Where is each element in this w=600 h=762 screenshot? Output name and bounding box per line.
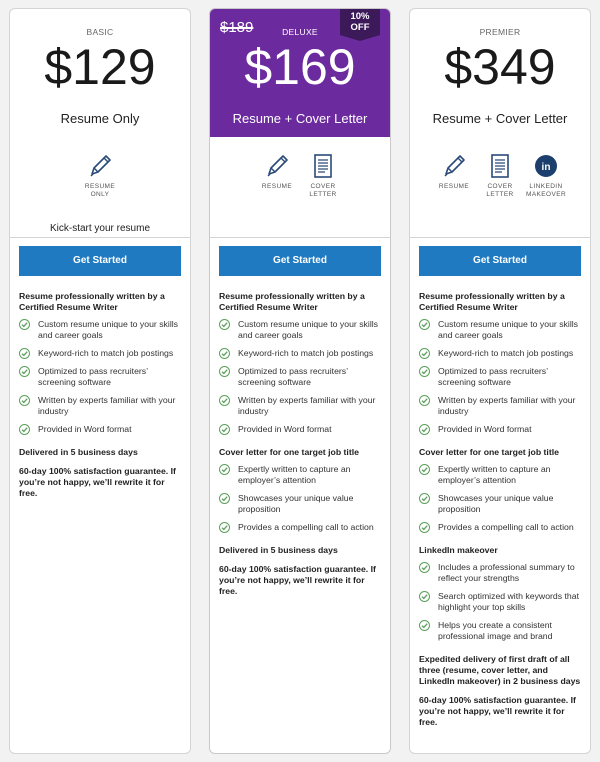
delivery-note: Expedited delivery of first draft of all three (resume, cover letter, and LinkedIn makeover) in 2 business days bbox=[419, 654, 581, 686]
discount-badge: 10% OFF bbox=[340, 9, 380, 35]
feature-item bbox=[419, 319, 584, 341]
check-icon bbox=[419, 493, 430, 504]
feature-item bbox=[19, 366, 184, 388]
package-title: Resume Only bbox=[60, 111, 140, 126]
check-icon bbox=[419, 464, 430, 475]
price: $169 bbox=[244, 39, 356, 95]
tier-name: BASIC bbox=[86, 27, 114, 37]
check-icon bbox=[419, 591, 430, 602]
guarantee-note: 60-day 100% satisfaction guarantee. If you’re not happy, we’ll rewrite it for free. bbox=[219, 564, 376, 596]
icon-label: COVER LETTER bbox=[486, 183, 514, 198]
feature-item bbox=[219, 464, 384, 486]
feature-text: Custom resume unique to your skills and career goals bbox=[438, 319, 579, 340]
check-icon bbox=[419, 348, 430, 359]
divider bbox=[410, 237, 590, 238]
feature-item bbox=[219, 395, 384, 417]
guarantee-note: 60-day 100% satisfaction guarantee. If you’re not happy, we’ll rewrite it for free. bbox=[419, 695, 576, 727]
check-icon bbox=[19, 424, 30, 435]
section-title: Cover letter for one target job title bbox=[219, 447, 359, 457]
section-title: Resume professionally written by a Certified Resume Writer bbox=[19, 291, 165, 312]
included-item bbox=[80, 153, 120, 209]
tagline: Kick-start your resume bbox=[49, 223, 151, 234]
check-icon bbox=[219, 464, 230, 475]
feature-text: Showcases your unique value proposition bbox=[238, 493, 354, 514]
feature-item bbox=[419, 366, 584, 388]
feature-text: Expertly written to capture an employer’s attention bbox=[238, 464, 351, 485]
section-title: LinkedIn makeover bbox=[419, 545, 498, 555]
package-title: Resume + Cover Letter bbox=[432, 111, 568, 126]
feature-item bbox=[219, 348, 384, 359]
feature-item bbox=[219, 522, 384, 533]
included-item bbox=[434, 153, 474, 209]
feature-text: Showcases your unique value proposition bbox=[438, 493, 554, 514]
feature-text: Written by experts familiar with your industry bbox=[238, 395, 376, 416]
tier-name: DELUXE bbox=[282, 27, 318, 37]
check-icon bbox=[219, 424, 230, 435]
feature-text: Keyword-rich to match job postings bbox=[238, 348, 374, 358]
check-icon bbox=[19, 395, 30, 406]
svg-text:in: in bbox=[541, 162, 551, 173]
document-icon bbox=[480, 153, 520, 179]
original-price: $189 bbox=[220, 19, 254, 36]
included-item bbox=[257, 153, 297, 209]
check-icon bbox=[219, 366, 230, 377]
check-icon bbox=[419, 395, 430, 406]
get-started-button[interactable]: Get Started bbox=[219, 246, 381, 276]
feature-item bbox=[19, 348, 184, 359]
check-icon bbox=[219, 522, 230, 533]
included-item bbox=[303, 153, 343, 209]
feature-items bbox=[219, 319, 384, 435]
feature-text: Provides a compelling call to action bbox=[238, 522, 374, 532]
delivery-note: Delivered in 5 business days bbox=[19, 447, 138, 457]
feature-text: Provided in Word format bbox=[238, 424, 332, 434]
check-icon bbox=[419, 366, 430, 377]
check-icon bbox=[419, 562, 430, 573]
feature-items bbox=[419, 319, 584, 435]
feature-list bbox=[419, 291, 584, 736]
card-header bbox=[210, 9, 390, 137]
feature-item bbox=[219, 366, 384, 388]
check-icon bbox=[419, 620, 430, 631]
feature-text: Custom resume unique to your skills and career goals bbox=[238, 319, 379, 340]
icon-label: RESUME ONLY bbox=[84, 183, 116, 198]
feature-item bbox=[219, 424, 384, 435]
linkedin-icon bbox=[526, 153, 566, 179]
feature-text: Search optimized with keywords that highlight your top skills bbox=[438, 591, 579, 612]
price: $349 bbox=[444, 39, 556, 95]
document-icon bbox=[303, 153, 343, 179]
included-icons bbox=[210, 153, 390, 209]
icon-label: RESUME bbox=[438, 183, 470, 190]
tier-name: PREMIER bbox=[479, 27, 521, 37]
feature-list bbox=[219, 291, 384, 605]
feature-text: Includes a professional summary to reflect your strengths bbox=[438, 562, 575, 583]
included-icons bbox=[410, 153, 590, 209]
icon-label: RESUME bbox=[261, 183, 293, 190]
check-icon bbox=[219, 348, 230, 359]
pricing-card-basic bbox=[9, 8, 191, 754]
guarantee-note: 60-day 100% satisfaction guarantee. If you’re not happy, we’ll rewrite it for free. bbox=[19, 466, 176, 498]
feature-text: Keyword-rich to match job postings bbox=[38, 348, 174, 358]
feature-item bbox=[419, 562, 584, 584]
price: $129 bbox=[44, 39, 156, 95]
feature-item bbox=[219, 493, 384, 515]
feature-item bbox=[219, 319, 384, 341]
check-icon bbox=[219, 395, 230, 406]
pricing-card-premier bbox=[409, 8, 591, 754]
feature-item bbox=[419, 348, 584, 359]
pen-icon bbox=[80, 153, 120, 179]
feature-items bbox=[419, 562, 584, 642]
feature-items bbox=[419, 464, 584, 533]
feature-text: Provided in Word format bbox=[438, 424, 532, 434]
pricing-card-deluxe bbox=[209, 8, 391, 754]
feature-text: Written by experts familiar with your industry bbox=[38, 395, 176, 416]
feature-text: Keyword-rich to match job postings bbox=[438, 348, 574, 358]
get-started-button[interactable]: Get Started bbox=[419, 246, 581, 276]
feature-text: Optimized to pass recruiters’ screening software bbox=[238, 366, 348, 387]
feature-item bbox=[419, 522, 584, 533]
divider bbox=[10, 237, 190, 238]
feature-text: Custom resume unique to your skills and career goals bbox=[38, 319, 179, 340]
feature-text: Provided in Word format bbox=[38, 424, 132, 434]
feature-item bbox=[419, 620, 584, 642]
feature-item bbox=[419, 395, 584, 417]
section-title: Resume professionally written by a Certified Resume Writer bbox=[219, 291, 365, 312]
feature-item bbox=[19, 424, 184, 435]
divider bbox=[210, 237, 390, 238]
feature-items bbox=[19, 319, 184, 435]
section-title: Cover letter for one target job title bbox=[419, 447, 559, 457]
feature-item bbox=[19, 319, 184, 341]
included-item bbox=[480, 153, 520, 209]
check-icon bbox=[219, 319, 230, 330]
get-started-button[interactable]: Get Started bbox=[19, 246, 181, 276]
pen-icon bbox=[257, 153, 297, 179]
feature-item bbox=[419, 464, 584, 486]
check-icon bbox=[419, 522, 430, 533]
feature-item bbox=[419, 591, 584, 613]
feature-text: Optimized to pass recruiters’ screening software bbox=[38, 366, 148, 387]
check-icon bbox=[419, 319, 430, 330]
feature-item bbox=[19, 395, 184, 417]
feature-text: Written by experts familiar with your industry bbox=[438, 395, 576, 416]
included-item bbox=[526, 153, 566, 209]
feature-text: Expertly written to capture an employer’s attention bbox=[438, 464, 551, 485]
card-header bbox=[10, 9, 190, 137]
check-icon bbox=[219, 493, 230, 504]
feature-item bbox=[419, 493, 584, 515]
feature-items bbox=[219, 464, 384, 533]
section-title: Resume professionally written by a Certified Resume Writer bbox=[419, 291, 565, 312]
package-title: Resume + Cover Letter bbox=[232, 111, 368, 126]
card-header bbox=[410, 9, 590, 137]
icon-label: LINKEDIN MAKEOVER bbox=[526, 183, 567, 198]
check-icon bbox=[419, 424, 430, 435]
check-icon bbox=[19, 348, 30, 359]
feature-item bbox=[419, 424, 584, 435]
included-icons bbox=[10, 153, 190, 209]
feature-text: Helps you create a consistent professional image and brand bbox=[438, 620, 553, 641]
check-icon bbox=[19, 366, 30, 377]
check-icon bbox=[19, 319, 30, 330]
pen-icon bbox=[434, 153, 474, 179]
feature-list bbox=[19, 291, 184, 507]
icon-label: COVER LETTER bbox=[309, 183, 337, 198]
feature-text: Provides a compelling call to action bbox=[438, 522, 574, 532]
feature-text: Optimized to pass recruiters’ screening software bbox=[438, 366, 548, 387]
delivery-note: Delivered in 5 business days bbox=[219, 545, 338, 555]
